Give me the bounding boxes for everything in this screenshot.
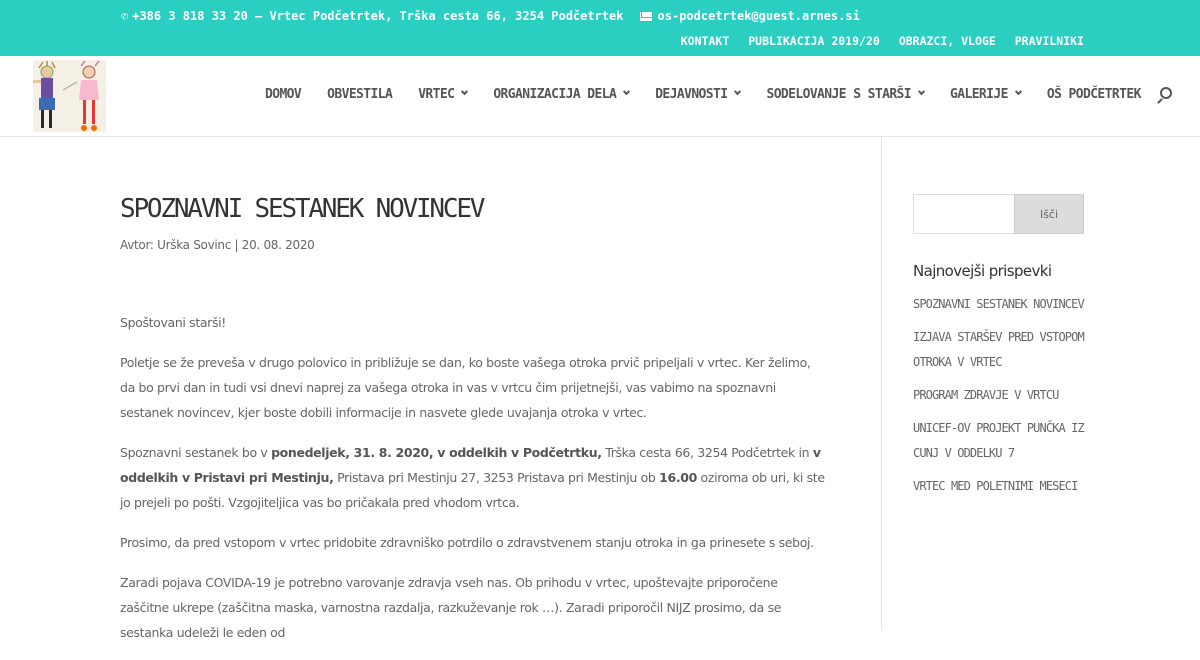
top-link-pravilniki[interactable]: PRAVILNIKI xyxy=(1014,34,1084,48)
top-link-publikacija[interactable]: PUBLIKACIJA 2019/20 xyxy=(748,34,880,48)
nav-item-galerije[interactable] xyxy=(950,87,1021,102)
text-span: oziroma ob uri, ki ste jo prejeli po pošti. Vzgojiteljica vas bo pričakala pred vhodom vrtca. xyxy=(120,470,825,510)
nav-item-obvestila[interactable] xyxy=(327,87,392,102)
text-span: Spoznavni sestanek bo v xyxy=(120,445,272,460)
nav-item-organizacija[interactable] xyxy=(493,87,629,102)
chevron-down-icon xyxy=(734,88,741,95)
post-paragraph-3: Prosimo, da pred vstopom v vrtec pridobite zdravniško potrdilo o zdravstvenem stanju otroka in ga prinesete s seboj. xyxy=(120,535,814,550)
post-paragraph-4: Zaradi pojava COVIDA-19 je potrebno varovanje zdravja vseh nas. Ob prihodu v vrtec, upoštevajte priporočene zaščitne ukrepe (zaščitna maska, varnostna razdalja, razkuževanje rok …). Zaradi priporočil NIJZ prosimo, da se sestanka udeleži le eden od xyxy=(120,575,782,640)
post-content xyxy=(120,310,825,660)
nav-item-os-podcetrtek[interactable] xyxy=(1047,87,1141,102)
nav-label: GALERIJE xyxy=(950,87,1008,102)
main-nav xyxy=(265,87,1141,102)
sidebar-divider xyxy=(881,137,882,630)
recent-post-link[interactable]: IZJAVA STARŠEV PRED VSTOPOM OTROKA V VRTEC xyxy=(913,330,1084,369)
sidebar-search-button[interactable]: Išči xyxy=(1014,194,1084,234)
nav-item-domov[interactable] xyxy=(265,87,301,102)
post-greeting: Spoštovani starši! xyxy=(120,315,226,330)
sidebar-search-input[interactable] xyxy=(913,194,1015,234)
chevron-down-icon xyxy=(623,88,630,95)
recent-post-link[interactable]: SPOZNAVNI SESTANEK NOVINCEV xyxy=(913,297,1084,311)
contact-text: +386 3 818 33 20 – Vrtec Podčetrtek, Trška cesta 66, 3254 Podčetrtek xyxy=(132,9,624,23)
bold-text: ponedeljek, 31. 8. 2020, v oddelkih v Podčetrtku, xyxy=(271,445,602,460)
nav-label: OBVESTILA xyxy=(327,87,393,102)
text-span: Pristava pri Mestinju 27, 3253 Pristava pri Mestinju ob xyxy=(333,470,660,485)
recent-posts-title: Najnovejši prispevki xyxy=(913,262,1052,280)
nav-item-dejavnosti[interactable] xyxy=(655,87,740,102)
text-span: Trška cesta 66, 3254 Podčetrtek in xyxy=(601,445,813,460)
nav-item-vrtec[interactable] xyxy=(418,87,467,102)
chevron-down-icon xyxy=(918,88,925,95)
post-paragraph-1: Poletje se že preveša v drugo polovico in približuje se dan, ko boste vašega otroka prvič pripeljali v vrtec. Ker želimo, da bo prvi dan in tudi vsi dnevi naprej za vašega otroka in vas v vrtcu čim prijetnejši, vas vabimo na spoznavni sestanek novincev, kjer boste dobili informacije in nasvete glede uvajanja otroka v vrtec. xyxy=(120,355,811,420)
top-bar xyxy=(0,0,1200,56)
nav-label: DOMOV xyxy=(265,87,302,102)
post-title: SPOZNAVNI SESTANEK NOVINCEV xyxy=(120,194,484,224)
post-meta: Avtor: Urška Sovinc | 20. 08. 2020 xyxy=(120,238,315,252)
nav-item-sodelovanje[interactable] xyxy=(766,87,924,102)
email-link[interactable]: os-podcetrtek@guest.arnes.si xyxy=(657,9,860,23)
nav-label: ORGANIZACIJA DELA xyxy=(493,87,617,102)
bold-text: v oddelkih v Pristavi pri Mestinju, xyxy=(120,445,821,485)
top-link-obrazci[interactable]: OBRAZCI, VLOGE xyxy=(898,34,996,48)
nav-label: VRTEC xyxy=(418,87,455,102)
chevron-down-icon xyxy=(461,88,468,95)
mail-icon xyxy=(640,12,652,21)
contact-info xyxy=(121,9,860,23)
nav-label: DEJAVNOSTI xyxy=(655,87,728,102)
main-header xyxy=(0,56,1200,137)
post-paragraph-2 xyxy=(120,440,825,515)
email-block[interactable] xyxy=(640,9,860,23)
logo-drawing xyxy=(33,60,106,132)
top-link-kontakt[interactable]: KONTAKT xyxy=(680,34,730,48)
nav-label: SODELOVANJE S STARŠI xyxy=(766,87,912,102)
search-input[interactable] xyxy=(914,195,1015,233)
chevron-down-icon xyxy=(1015,88,1022,95)
search-icon[interactable] xyxy=(1156,87,1172,105)
site-logo[interactable] xyxy=(33,60,106,132)
nav-label: OŠ PODČETRTEK xyxy=(1046,87,1141,102)
phone-icon: ✆ xyxy=(121,9,129,23)
secondary-menu xyxy=(681,34,1084,48)
recent-posts-list xyxy=(913,292,1093,507)
recent-post-link[interactable]: VRTEC MED POLETNIMI MESECI xyxy=(913,479,1078,493)
recent-post-link[interactable]: UNICEF-OV PROJEKT PUNČKA IZ CUNJ V ODDELKU 7 xyxy=(913,421,1084,460)
recent-post-link[interactable]: PROGRAM ZDRAVJE V VRTCU xyxy=(913,388,1059,402)
bold-text: 16.00 xyxy=(659,470,697,485)
